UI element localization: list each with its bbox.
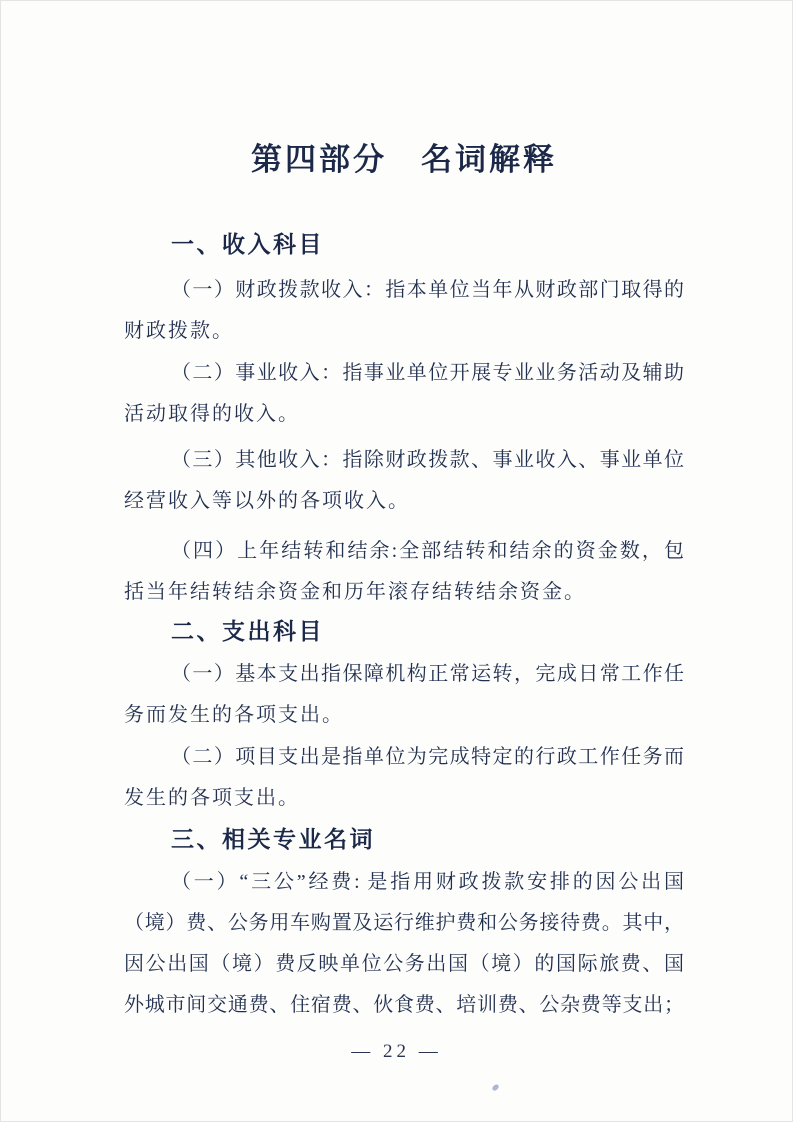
section-heading-income: 一、收入科目 xyxy=(171,231,324,257)
paragraph-carryover-balance xyxy=(124,531,684,613)
paragraph-line: （一）财政拨款收入：指本单位当年从财政部门取得的 xyxy=(171,279,684,301)
paragraph-three-public-expenses xyxy=(124,862,684,1026)
paragraph-operational-income xyxy=(124,353,684,435)
page-number: — 22 — xyxy=(351,1041,442,1062)
paragraph-line: 务而发生的各项支出。 xyxy=(124,704,344,726)
section-expenditure-items xyxy=(124,611,684,819)
paragraph-basic-expenditure xyxy=(124,654,684,736)
paragraph-line: 财政拨款。 xyxy=(124,320,234,342)
paragraph-line: 活动取得的收入。 xyxy=(124,403,300,425)
paragraph-line: （一）“三公”经费: 是指用财政拨款安排的因公出国 xyxy=(171,871,684,893)
section-income-items xyxy=(124,224,684,613)
document-body xyxy=(124,224,684,1026)
paragraph-line: 外城市间交通费、住宿费、伙食费、培训费、公杂费等支出； xyxy=(124,994,684,1016)
section-heading-expenditure: 二、支出科目 xyxy=(171,618,324,644)
paragraph-line: 发生的各项支出。 xyxy=(124,787,300,809)
paragraph-fiscal-appropriation-income xyxy=(124,270,684,352)
section-heading-related-terms: 三、相关专业名词 xyxy=(171,826,375,852)
paragraph-line: （境）费、公务用车购置及运行维护费和公务接待费。其中， xyxy=(124,912,684,934)
paragraph-line: （二）项目支出是指单位为完成特定的行政工作任务而 xyxy=(171,746,684,768)
paragraph-line: （四）上年结转和结余:全部结转和结余的资金数，包 xyxy=(171,540,684,562)
paragraph-project-expenditure xyxy=(124,737,684,819)
paragraph-line: 经营收入等以外的各项收入。 xyxy=(124,490,410,512)
paragraph-line: 括当年结转结余资金和历年滚存结转结余资金。 xyxy=(124,581,586,603)
section-related-terms xyxy=(124,819,684,1026)
paragraph-line: 因公出国（境）费反映单位公务出国（境）的国际旅费、国 xyxy=(124,953,684,975)
paragraph-line: （一）基本支出指保障机构正常运转，完成日常工作任 xyxy=(171,663,684,685)
scan-artifact-speck xyxy=(491,1083,499,1092)
paragraph-line: （三）其他收入：指除财政拨款、事业收入、事业单位 xyxy=(171,449,684,471)
paragraph-other-income xyxy=(124,440,684,522)
page-title: 第四部分 名词解释 xyxy=(251,142,557,177)
paragraph-line: （二）事业收入：指事业单位开展专业业务活动及辅助 xyxy=(171,362,684,384)
